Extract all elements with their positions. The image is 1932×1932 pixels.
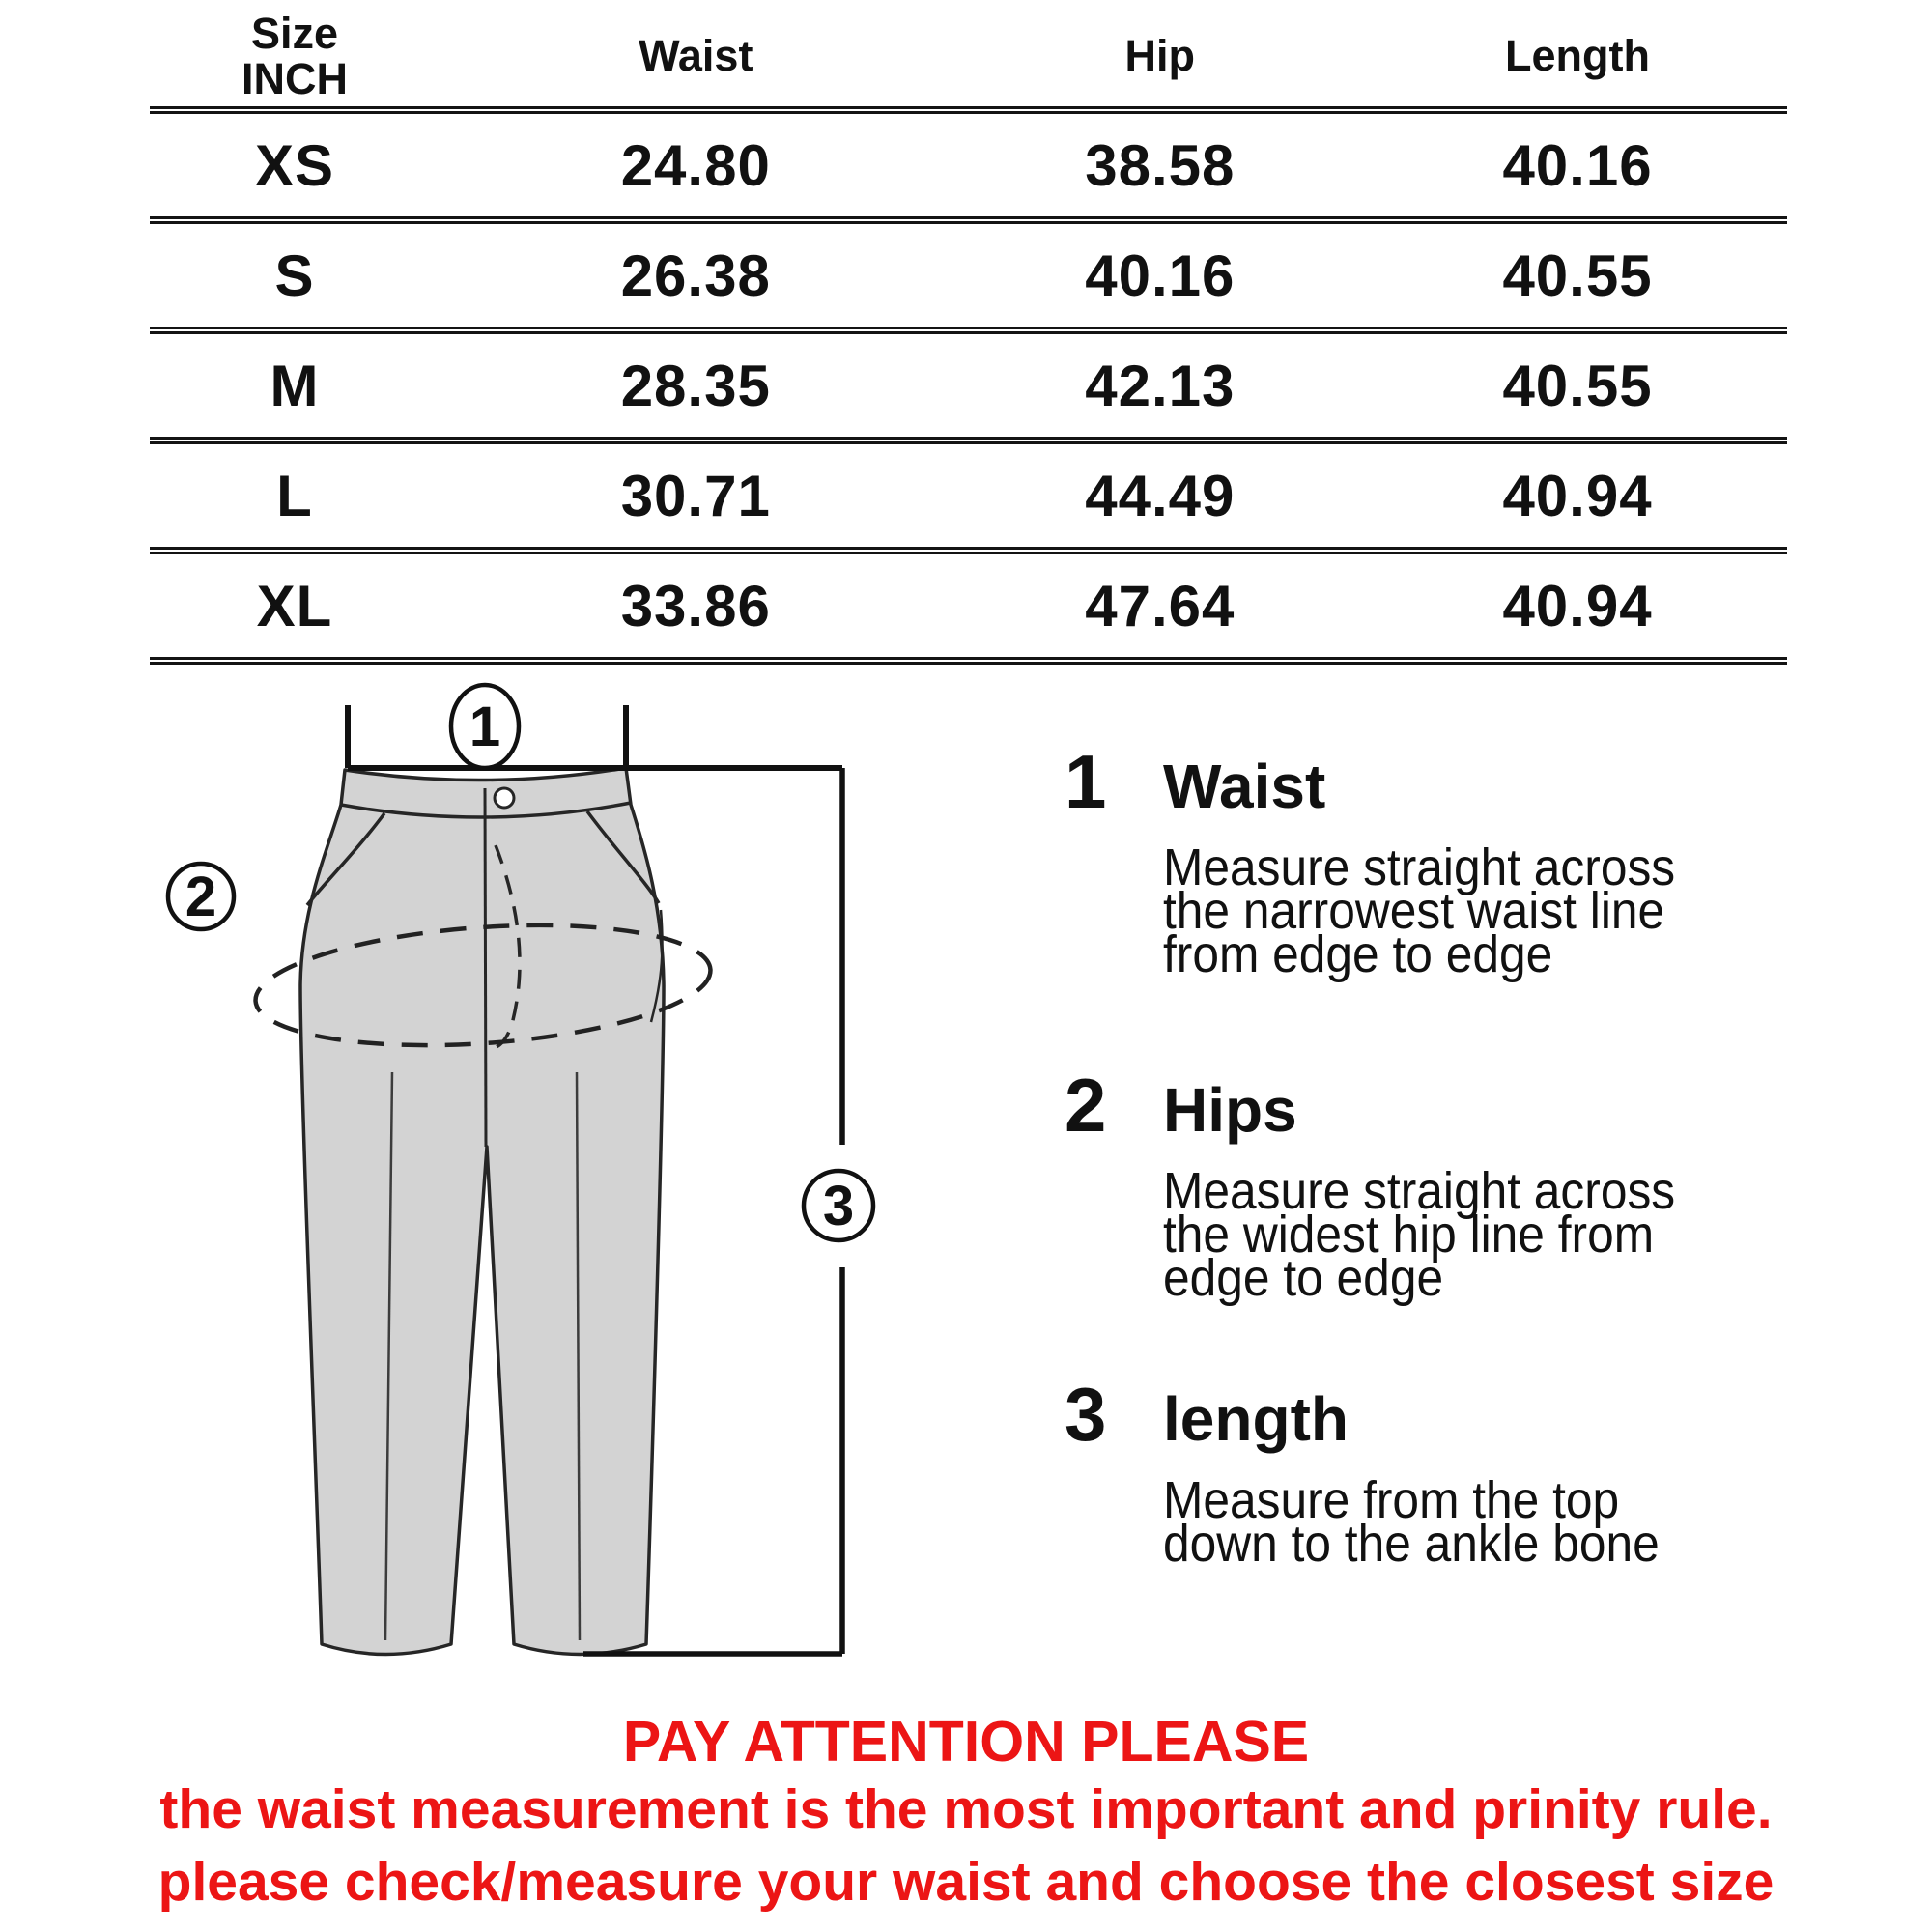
section-waist-number: 1 — [1065, 739, 1107, 824]
section-hips-number: 2 — [1065, 1063, 1107, 1148]
hips-marker-number: 2 — [185, 866, 217, 928]
waist-measure-line — [348, 705, 842, 768]
description-line: Measure straight across — [1163, 1162, 1676, 1220]
table-row — [150, 330, 1787, 440]
description-line: down to the ankle bone — [1163, 1515, 1660, 1573]
hip-cell: 40.16 — [952, 220, 1369, 330]
table-row — [150, 110, 1787, 220]
hip-cell: 38.58 — [952, 110, 1369, 220]
table-row — [150, 551, 1787, 661]
section-waist-title: Waist — [1163, 752, 1326, 821]
size-cell: L — [150, 440, 440, 551]
button-icon — [495, 788, 514, 808]
size-cell: S — [150, 220, 440, 330]
warning-line-2: please check/measure your waist and choose the closest size — [157, 1851, 1775, 1913]
length-cell: 40.55 — [1368, 220, 1787, 330]
length-cell: 40.55 — [1368, 330, 1787, 440]
length-marker-number: 3 — [822, 1175, 855, 1237]
section-hips — [1065, 1063, 1857, 1307]
section-length — [1065, 1372, 1857, 1573]
table-row — [150, 220, 1787, 330]
warning-title: PAY ATTENTION PLEASE — [622, 1710, 1310, 1774]
description-line: the widest hip line from — [1163, 1206, 1655, 1264]
fly-seam — [485, 788, 486, 1147]
section-waist-description — [1163, 838, 1802, 983]
description-line: edge to edge — [1163, 1249, 1444, 1307]
waist-cell: 33.86 — [440, 551, 952, 661]
warning-line-1: the waist measurement is the most important and prinity rule. — [159, 1778, 1773, 1840]
pants-illustration — [0, 667, 966, 1729]
description-line: from edge to edge — [1163, 925, 1553, 983]
section-length-title: length — [1163, 1384, 1349, 1454]
waist-cell: 24.80 — [440, 110, 952, 220]
attention-warning — [0, 1710, 1932, 1918]
size-cell: XL — [150, 551, 440, 661]
table-row — [150, 440, 1787, 551]
description-line: Measure from the top — [1163, 1471, 1620, 1529]
section-hips-title: Hips — [1163, 1075, 1297, 1145]
header-length: Length — [1368, 6, 1787, 110]
header-size-line2: INCH — [242, 54, 348, 103]
waist-cell: 30.71 — [440, 440, 952, 551]
section-length-number: 3 — [1065, 1372, 1107, 1457]
waist-cell: 28.35 — [440, 330, 952, 440]
size-chart-table — [150, 6, 1787, 665]
header-hip: Hip — [952, 6, 1369, 110]
section-waist — [1065, 739, 1857, 983]
length-cell: 40.94 — [1368, 440, 1787, 551]
waist-cell: 26.38 — [440, 220, 952, 330]
hip-cell: 44.49 — [952, 440, 1369, 551]
length-cell: 40.94 — [1368, 551, 1787, 661]
length-cell: 40.16 — [1368, 110, 1787, 220]
size-cell: M — [150, 330, 440, 440]
section-hips-description — [1163, 1162, 1802, 1307]
pants-body — [300, 768, 664, 1655]
description-line: Measure straight across — [1163, 838, 1676, 896]
section-length-description — [1163, 1471, 1802, 1573]
hip-cell: 47.64 — [952, 551, 1369, 661]
hip-cell: 42.13 — [952, 330, 1369, 440]
header-waist: Waist — [440, 6, 952, 110]
header-size — [150, 6, 440, 110]
table-header-row — [150, 6, 1787, 110]
waist-marker-number: 1 — [469, 696, 501, 758]
header-size-line1: Size — [250, 8, 339, 58]
description-line: the narrowest waist line — [1163, 882, 1665, 940]
size-cell: XS — [150, 110, 440, 220]
